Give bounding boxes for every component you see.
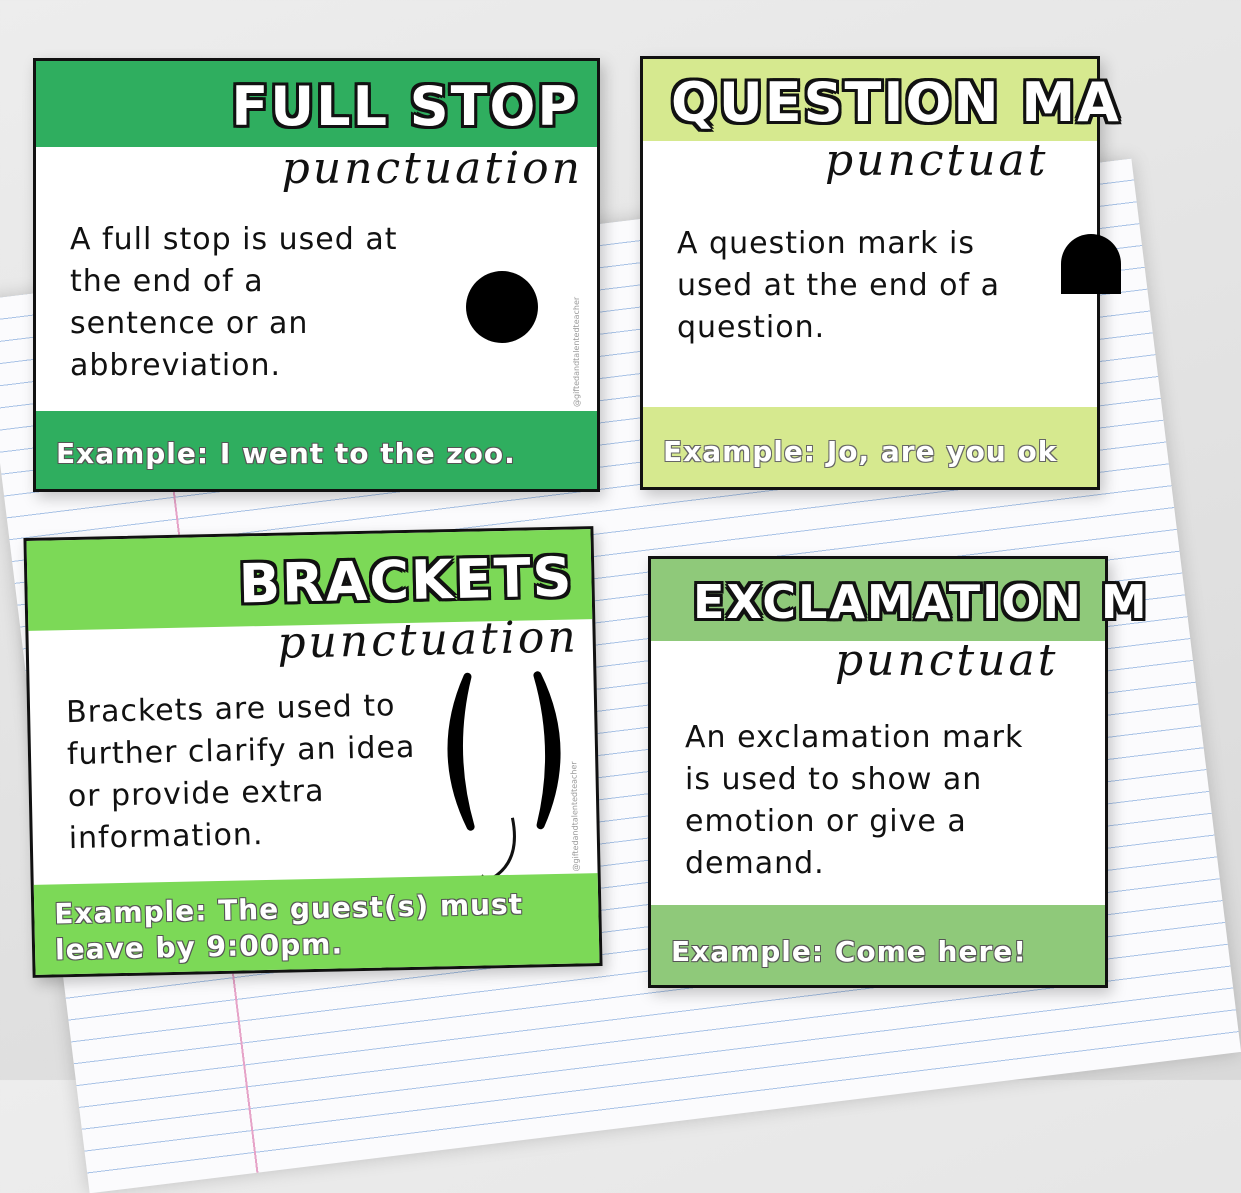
- question-mark-example: Example: Jo, are you ok: [663, 435, 1058, 468]
- full-stop-subtitle: punctuation: [281, 143, 583, 194]
- question-mark-subtitle: punctuat: [825, 135, 1049, 186]
- brackets-symbol: [427, 669, 580, 832]
- exclamation-mark-description: An exclamation mark is used to show an emotion or give a demand.: [685, 720, 1024, 881]
- full-stop-example: Example: I went to the zoo.: [56, 437, 516, 470]
- exclamation-mark-card: [648, 556, 1149, 988]
- brackets-symbol-graphic: [427, 669, 580, 832]
- exclamation-mark-subtitle: punctuat: [835, 635, 1059, 686]
- brackets-example: Example: The guest(s) must leave by 9:00pm.: [53, 887, 524, 967]
- brackets-card: [23, 526, 602, 978]
- exclamation-mark-example: Example: Come here!: [671, 935, 1028, 968]
- brackets-credit: @giftedandtalentedteacher: [569, 761, 581, 872]
- full-stop-card: [33, 58, 600, 492]
- question-mark-symbol: [1061, 234, 1121, 294]
- full-stop-credit: @giftedandtalentedteacher: [572, 296, 581, 407]
- full-stop-description: A full stop is used at the end of a sentence or an abbreviation.: [70, 222, 398, 383]
- exclamation-mark-title: EXCLAMATION M: [693, 575, 1149, 629]
- full-stop-title: FULL STOP: [231, 75, 579, 138]
- question-mark-title: QUESTION MA: [671, 71, 1121, 134]
- brackets-description: Brackets are used to further clarify an idea or provide extra information.: [65, 688, 416, 857]
- brackets-subtitle: punctuation: [276, 611, 580, 669]
- full-stop-symbol: [466, 271, 538, 343]
- brackets-title: BRACKETS: [238, 545, 575, 616]
- question-mark-card: [640, 56, 1121, 490]
- question-mark-description: A question mark is used at the end of a question.: [677, 226, 1001, 345]
